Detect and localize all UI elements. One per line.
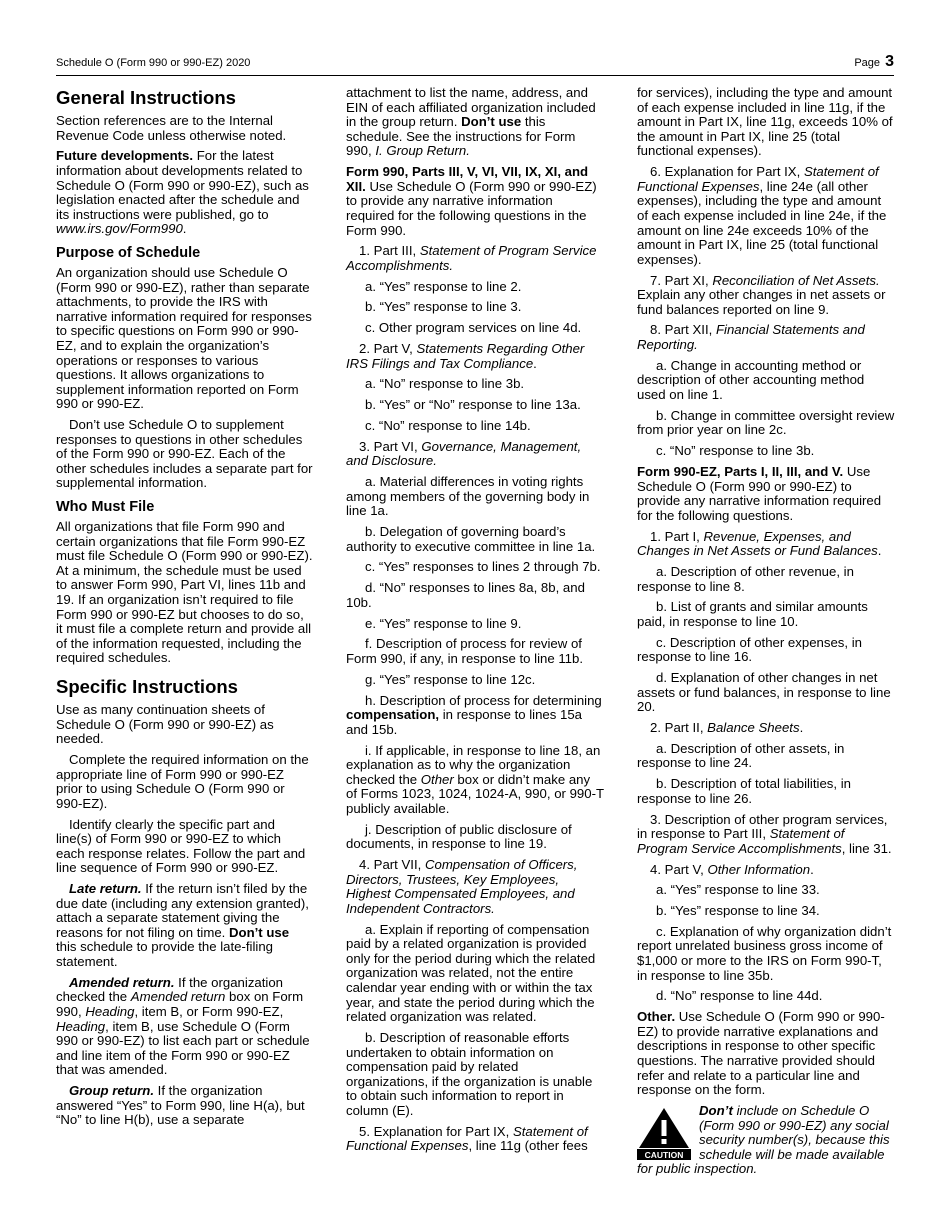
- caution-notice: [637, 1104, 895, 1177]
- caution-icon: [637, 1106, 691, 1160]
- column-1: [56, 86, 313, 1134]
- list-item: b. “Yes” response to line 3.: [365, 299, 522, 315]
- list-item: e. “Yes” response to line 9.: [365, 615, 522, 631]
- paragraph: Identify clearly the specific part and line(s) of Form 990 or 990-EZ to which each response relates. Follow the part and line sequence of Form 990 or 990-EZ.: [56, 816, 306, 876]
- list-item: b. “Yes” or “No” response to line 13a.: [365, 397, 581, 413]
- paragraph: All organizations that file Form 990 and certain organizations that file Form 990-EZ must file Schedule O (Form 990 or 990-EZ). At a minimum, the schedule must be used to answer Form 990, Part VI, lines 11b and 19. If an organization isn’t required to file Form 990 or 990-EZ but chooses to do so, it must file a complete return and provide all of the information requested, including the required schedules.: [56, 519, 313, 666]
- list-item: 1. Part I, Revenue, Expenses, and Changes in Net Assets or Fund Balances.: [637, 528, 882, 559]
- group-return-paragraph: Group return. If the organization answered “Yes” to Form 990, line H(a), but “No” to line H(b), use a separate: [56, 1083, 305, 1128]
- list-item: c. Other program services on line 4d.: [365, 320, 582, 336]
- other-paragraph: Other. Use Schedule O (Form 990 or 990-EZ) to provide narrative explanations and descriptions in response to other specific questions. The narrative provided should refer and relate to a particular line and response on the form.: [637, 1009, 885, 1098]
- list-item-continued: for services), including the type and amount of each expense included in line 11g, if the amount in Part IX, line 11g, exceeds 10% of the amount in Part IX, line 25 (total functional expenses).: [637, 85, 893, 159]
- list-item: 8. Part XII, Financial Statements and Reporting.: [637, 322, 865, 353]
- who-must-file-heading: Who Must File: [56, 499, 155, 516]
- list-item: c. “No” response to line 14b.: [365, 417, 531, 433]
- future-developments-paragraph: Future developments. For the latest information about developments related to Schedule O (Form 990 or 990-EZ), such as legislation enacted after the schedule and its instructions were published, go to www.irs.gov/Form990.: [56, 148, 309, 237]
- list-item: b. Description of total liabilities, in response to line 26.: [637, 776, 851, 806]
- list-item: 6. Explanation for Part IX, Statement of Functional Expenses, line 24e (all other expenses), including the type and amount of each expense included in line 24e, if the amount on line 24e exceeds 10% of the amount in Part IX, line 25 (total functional expenses).: [637, 164, 887, 267]
- caution-text: Don’t include on Schedule O (Form 990 or 990-EZ) any social security number(s), because this schedule will be made available for public inspection.: [637, 1102, 890, 1177]
- list-item: b. Delegation of governing board’s authority to executive committee in line 1a.: [346, 524, 596, 554]
- list-item: 2. Part II, Balance Sheets.: [650, 720, 804, 735]
- list-item: h. Description of process for determining compensation, in response to lines 15a and 15b.: [346, 692, 602, 737]
- purpose-heading: Purpose of Schedule: [56, 244, 201, 261]
- list-item: a. Description of other assets, in response to line 24.: [637, 740, 845, 771]
- list-item: a. “No” response to line 3b.: [365, 376, 525, 392]
- caution-label: CAUTION: [644, 1149, 684, 1160]
- list-item: 4. Part VII, Compensation of Officers, Directors, Trustees, Key Employees, Highest Compensated Employees, and Independent Contractors.: [346, 857, 578, 916]
- group-return-continued: attachment to list the name, address, and EIN of each affiliated organization included in the group return. Don’t use this schedule. See the instructions for Form 990, I. Group Return.: [346, 85, 596, 159]
- list-item: b. “Yes” response to line 34.: [656, 903, 820, 919]
- page-number: Page 3: [854, 53, 894, 70]
- specific-instructions-heading: Specific Instructions: [56, 675, 238, 697]
- list-item: c. Explanation of why organization didn’t report unrelated business gross income of $1,000 or more to the IRS on Form 990-T, in response to line 35b.: [637, 923, 892, 983]
- list-item: 2. Part V, Statements Regarding Other IRS Filings and Tax Compliance.: [346, 341, 585, 371]
- list-item: b. List of grants and similar amounts paid, in response to line 10.: [637, 599, 868, 629]
- paragraph: An organization should use Schedule O (Form 990 or 990-EZ), rather than separate attachments, to provide the IRS with narrative information required for responses to specific questions on Form 990 or 990-EZ, and to explain the organization’s operations or responses to various questions. It allows organizations to supplement information reported on Form 990 or 990-EZ.: [56, 264, 312, 412]
- list-item: d. “No” response to line 44d.: [656, 988, 823, 1004]
- list-item: 3. Description of other program services, in response to Part III, Statement of Program Service Accomplishments, line 31.: [637, 811, 892, 856]
- list-item: a. Description of other revenue, in response to line 8.: [637, 563, 854, 594]
- list-item: a. “Yes” response to line 2.: [365, 278, 522, 294]
- list-item: 1. Part III, Statement of Program Service Accomplishments.: [346, 243, 597, 273]
- list-item: 5. Explanation for Part IX, Statement of Functional Expenses, line 11g (other fees: [346, 1123, 588, 1154]
- list-item: 4. Part V, Other Information.: [650, 861, 814, 877]
- list-item: a. Explain if reporting of compensation paid by a related organization is provided only for the period during which the related organization was related, not the entire calendar year ending with or within the tax year, and state the period during which the related organization was related.: [346, 921, 596, 1025]
- late-return-paragraph: Late return. If the return isn’t filed by the due date (including any extension granted), attach a separate statement giving the reasons for not filing on time. Don’t use this schedule to provide the late-filing statement.: [56, 881, 309, 970]
- list-item: d. Explanation of other changes in net assets or fund balances, in response to line 20.: [637, 670, 891, 715]
- form-title: Schedule O (Form 990 or 990-EZ) 2020: [56, 57, 251, 69]
- list-item: d. “No” responses to lines 8a, 8b, and 10b.: [346, 580, 585, 610]
- list-item: i. If applicable, in response to line 18, an explanation as to why the organization checked the Other box or didn’t make any of Forms 1023, 1024, 1024-A, 990, or 990-T publicly available.: [346, 742, 604, 816]
- list-item: c. “No” response to line 3b.: [656, 443, 815, 459]
- list-item: a. “Yes” response to line 33.: [656, 882, 820, 898]
- list-item: 7. Part XI, Reconciliation of Net Assets. Explain any other changes in net assets or fund balances reported on line 9.: [637, 272, 886, 317]
- page-header: [56, 55, 894, 76]
- list-item: a. Change in accounting method or description of other accounting method used on line 1.: [637, 357, 865, 403]
- list-item: 3. Part VI, Governance, Management, and Disclosure.: [346, 438, 582, 469]
- amended-return-paragraph: Amended return. If the organization checked the Amended return box on Form 990, Heading, item B, or Form 990-EZ, Heading, item B, use Schedule O (Form 990 or 990-EZ) to list each part or schedule and line item of the Form 990 or 990-EZ that was amended.: [56, 974, 310, 1078]
- list-item: b. Change in committee oversight review from prior year on line 2c.: [637, 407, 895, 438]
- list-item: a. Material differences in voting rights among members of the governing body in line 1a.: [346, 474, 590, 519]
- paragraph: Complete the required information on the appropriate line of Form 990 or 990-EZ prior to using Schedule O (Form 990 or 990-EZ).: [56, 751, 309, 811]
- form990-parts-paragraph: Form 990, Parts III, V, VI, VII, IX, XI, and XII. Use Schedule O (Form 990 or 990-EZ) to provide any narrative information required for the following questions in the Form 990.: [346, 164, 597, 238]
- paragraph: Section references are to the Internal Revenue Code unless otherwise noted.: [56, 113, 287, 143]
- paragraph: Don’t use Schedule O to supplement responses to questions in other schedules of the Form 990 or 990-EZ. Each of the other schedules includes a separate part for supplemental information.: [56, 417, 313, 491]
- paragraph: Use as many continuation sheets of Schedule O (Form 990 or 990-EZ) as needed.: [56, 701, 274, 747]
- list-item: g. “Yes” response to line 12c.: [365, 671, 536, 687]
- list-item: c. “Yes” responses to lines 2 through 7b.: [365, 559, 601, 575]
- list-item: c. Description of other expenses, in response to line 16.: [637, 634, 862, 665]
- form990ez-parts-paragraph: Form 990-EZ, Parts I, II, III, and V. Use Schedule O (Form 990 or 990-EZ) to provide any narrative information required for the following questions.: [637, 463, 882, 523]
- general-instructions-heading: General Instructions: [56, 87, 236, 108]
- column-3: [637, 86, 895, 1183]
- irs-link[interactable]: www.irs.gov/Form990: [56, 221, 183, 237]
- list-item: j. Description of public disclosure of documents, in response to line 19.: [346, 821, 572, 852]
- column-2: [346, 86, 604, 1160]
- list-item: b. Description of reasonable efforts undertaken to obtain information on compensation paid by related organizations, if the organization is unable to obtain such information to report in column (E).: [346, 1029, 593, 1118]
- list-item: f. Description of process for review of Form 990, if any, in response to line 11b.: [346, 636, 584, 666]
